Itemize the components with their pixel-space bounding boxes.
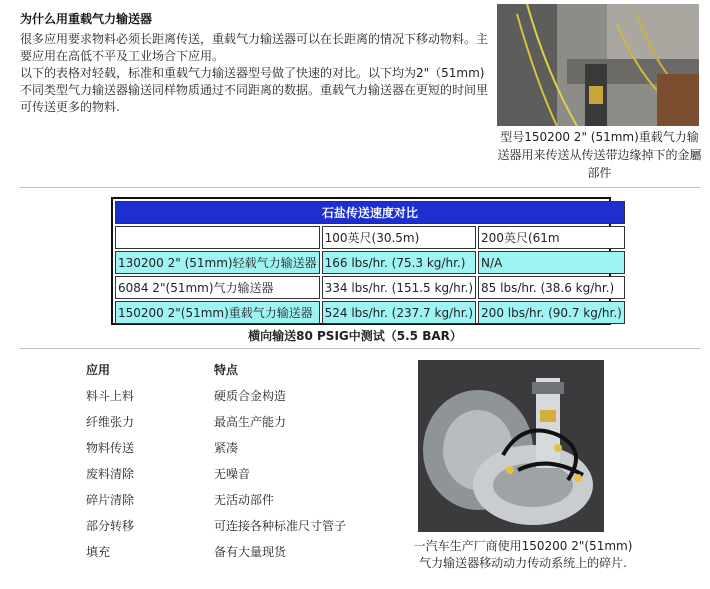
table-title: 石盐传送速度对比 xyxy=(115,201,625,224)
table-header-cell: 100英尺(30.5m) xyxy=(322,226,476,249)
list-item: 料斗上料 xyxy=(86,389,135,403)
table-row xyxy=(115,276,625,299)
table-header-cell xyxy=(115,226,320,249)
table-cell: 85 lbs/hr. (38.6 kg/hr.) xyxy=(478,276,625,299)
table-cell: 524 lbs/hr. (237.7 kg/hr.) xyxy=(322,301,476,324)
table-cell: 166 lbs/hr. (75.3 kg/hr.) xyxy=(322,251,476,274)
divider-top xyxy=(20,187,700,188)
list-item: 物料传送 xyxy=(86,441,135,455)
table-cell: 130200 2" (51mm)轻载气力输送器 xyxy=(115,251,320,274)
table-cell: 334 lbs/hr. (151.5 kg/hr.) xyxy=(322,276,476,299)
intro-text xyxy=(20,31,490,116)
transmission-photo-caption: 一汽车生产厂商使用150200 2"(51mm) 气力输送器移动动力传动系统上的碎片. xyxy=(413,539,633,570)
intro-paragraph-2: 以下的表格对轻载，标准和重载气力输送器型号做了快速的对比。以下均为2"（51mm)不同类型气力输送器输送同样物质通过不同距离的数据。重载气力输送器在更短的时间里可传送更多的物料. xyxy=(20,66,489,114)
list-item: 最高生产能力 xyxy=(214,415,287,429)
comparison-table xyxy=(111,197,622,325)
table-cell: 6084 2"(51mm)气力输送器 xyxy=(115,276,320,299)
table-cell: 150200 2"(51mm)重载气力输送器 xyxy=(115,301,320,324)
comparison-table-grid xyxy=(113,199,627,326)
list-item: 备有大量现货 xyxy=(214,545,287,559)
list-item: 可连接各种标准尺寸管子 xyxy=(214,519,347,533)
table-header-cell: 200英尺(61m xyxy=(478,226,625,249)
table-title-row xyxy=(115,201,625,224)
conveyor-photo-illustration xyxy=(497,4,699,126)
list-item: 硬质合金构造 xyxy=(214,389,287,403)
table-cell: N/A xyxy=(478,251,625,274)
conveyor-photo xyxy=(497,4,699,126)
table-row xyxy=(115,301,625,324)
list-item: 无噪音 xyxy=(214,467,251,481)
list-item: 废料清除 xyxy=(86,467,135,481)
transmission-photo-illustration xyxy=(418,360,604,532)
list-item: 填充 xyxy=(86,545,111,559)
list-item: 紧凑 xyxy=(214,441,239,455)
page-heading: 为什么用重载气力输送器 xyxy=(20,12,153,26)
features-list xyxy=(214,362,404,570)
features-header: 特点 xyxy=(214,363,239,377)
list-item: 碎片清除 xyxy=(86,493,135,507)
table-note: 横向输送80 PSIG中测试（5.5 BAR） xyxy=(248,329,462,343)
applications-header: 应用 xyxy=(86,363,111,377)
divider-bottom xyxy=(20,348,700,349)
list-item: 无活动部件 xyxy=(214,493,275,507)
intro-paragraph-1: 很多应用要求物料必须长距离传送，重载气力输送器可以在长距离的情况下移动物料。主要应用在高低不平及工业场合下应用。 xyxy=(20,32,489,63)
conveyor-photo-caption: 型号150200 2" (51mm)重载气力输送器用来传送从传送带边缘掉下的金屬部件 xyxy=(497,130,702,180)
table-row xyxy=(115,251,625,274)
table-header-row xyxy=(115,226,625,249)
table-cell: 200 lbs/hr. (90.7 kg/hr.) xyxy=(478,301,625,324)
list-item: 纤维张力 xyxy=(86,415,135,429)
transmission-photo xyxy=(418,360,604,532)
applications-list xyxy=(86,362,196,570)
list-item: 部分转移 xyxy=(86,519,135,533)
